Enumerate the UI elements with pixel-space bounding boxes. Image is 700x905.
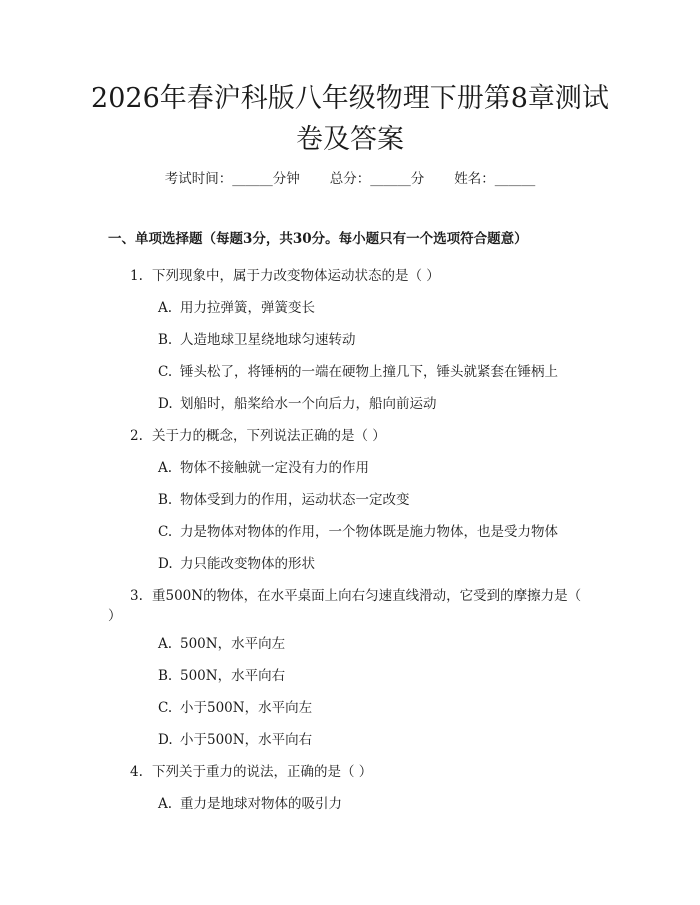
exam-time-field: 考试时间：______分钟 [164,171,300,187]
option-letter: D. [158,396,173,412]
option-text: 划船时，船桨给水一个向后力，船向前运动 [180,396,437,412]
question-1-option-d [158,394,437,414]
question-text: 下列关于重力的说法，正确的是（ ） [152,764,373,780]
question-4-stem [108,762,588,782]
question-2-option-b [158,490,410,510]
question-number: 3. [130,588,143,604]
question-number: 1. [130,268,143,284]
option-text: 力只能改变物体的形状 [180,556,315,572]
question-3-option-d [158,730,312,750]
question-1-option-c [158,362,558,382]
question-text: 关于力的概念，下列说法正确的是（ ） [152,428,386,444]
option-letter: C. [158,524,173,540]
question-1-stem [108,266,588,286]
option-text: 力是物体对物体的作用，一个物体既是施力物体，也是受力物体 [180,524,558,540]
option-text: 重力是地球对物体的吸引力 [180,796,342,812]
option-letter: B. [158,668,173,684]
option-text: 物体不接触就一定没有力的作用 [180,460,369,476]
option-text: 锤头松了，将锤柄的一端在硬物上撞几下，锤头就紧套在锤柄上 [180,364,558,380]
question-1-option-b [158,330,356,350]
question-4-option-a [158,794,342,814]
exam-info-line [0,169,700,189]
option-text: 小于500N，水平向左 [180,700,313,716]
question-2-option-c [158,522,558,542]
option-text: 小于500N，水平向右 [180,732,313,748]
option-letter: C. [158,364,173,380]
section-heading: 一、单项选择题（每题3分，共30分。每小题只有一个选项符合题意） [108,231,528,247]
option-letter: C. [158,700,173,716]
student-name-field: 姓名：______ [454,171,536,187]
question-1-option-a [158,298,315,318]
question-number: 4. [130,764,143,780]
total-score-field: 总分：______分 [329,171,425,187]
question-3-option-b [158,666,285,686]
option-letter: A. [158,796,173,812]
question-text: 下列现象中，属于力改变物体运动状态的是（ ） [152,268,440,284]
question-3-option-a [158,634,285,654]
option-letter: D. [158,556,173,572]
option-text: 用力拉弹簧，弹簧变长 [180,300,315,316]
question-3-stem [108,586,588,626]
option-letter: B. [158,492,173,508]
option-text: 物体受到力的作用，运动状态一定改变 [180,492,410,508]
question-3-option-c [158,698,312,718]
question-2-option-d [158,554,315,574]
question-2-stem [108,426,588,446]
question-2-option-a [158,458,369,478]
option-letter: A. [158,300,173,316]
option-letter: A. [158,636,173,652]
option-text: 500N，水平向右 [180,668,286,684]
question-text: 重500N的物体，在水平桌面上向右匀速直线滑动，它受到的摩擦力是（ ） [108,588,582,624]
document-title: 2026年春沪科版八年级物理下册第8章测试卷及答案 [91,83,609,155]
option-letter: B. [158,332,173,348]
option-letter: A. [158,460,173,476]
option-text: 人造地球卫星绕地球匀速转动 [180,332,356,348]
option-letter: D. [158,732,173,748]
question-number: 2. [130,428,143,444]
option-text: 500N，水平向左 [180,636,286,652]
